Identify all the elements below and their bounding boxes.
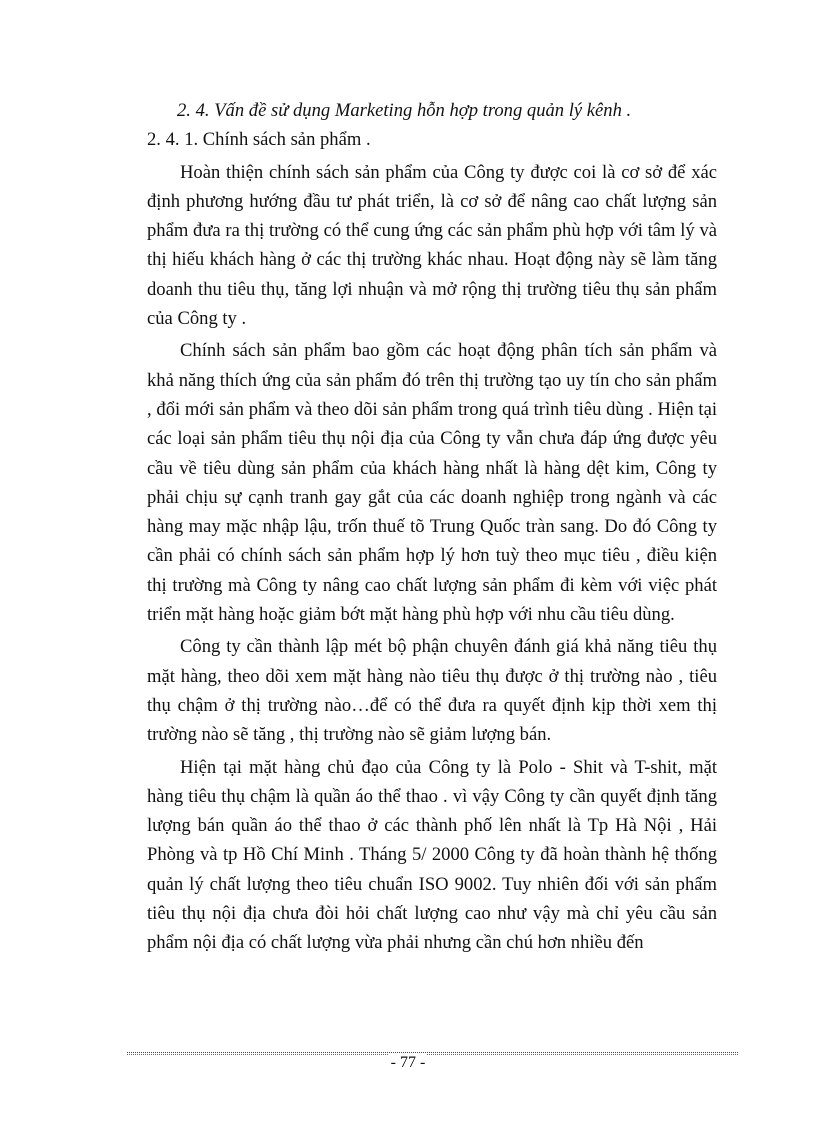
paragraph: Chính sách sản phẩm bao gồm các hoạt động phân tích sản phẩm và khả năng thích ứng của sản phẩm đó trên thị trường tạo uy tín cho sản phẩm , đổi mới sản phẩm và theo dõi sản phẩm trong quá trình tiêu dùng . Hiện tại các loại sản phẩm tiêu thụ nội địa của Công ty vẫn chưa đáp ứng được yêu cầu về tiêu dùng sản phẩm của khách hàng nhất là hàng dệt kim, Công ty phải chịu sự cạnh tranh gay gắt của các doanh nghiệp trong ngành và các hàng may mặc nhập lậu, trốn thuế tõ Trung Quốc tràn sang. Do đó Công ty cần phải có chính sách sản phẩm hợp lý hơn tuỳ theo mục tiêu , điều kiện thị trường mà Công ty nâng cao chất lượng sản phẩm đi kèm với việc phát triển mặt hàng hoặc giảm bớt mặt hàng phù hợp với nhu cầu tiêu dùng. <box>147 340 717 626</box>
paragraph: Hoàn thiện chính sách sản phẩm của Công ty được coi là cơ sở để xác định phương hướng đầu tư phát triển, là cơ sở để nâng cao chất lượng sản phẩm đưa ra thị trường có thể cung ứng các sản phẩm phù hợp với tâm lý và thị hiếu khách hàng ở các thị trường khác nhau. Hoạt động này sẽ làm tăng doanh thu tiêu thụ, tăng lợi nhuận và mở rộng thị trường tiêu thụ sản phẩm của Công ty . <box>147 161 717 330</box>
paragraph: Công ty cần thành lập mét bộ phận chuyên đánh giá khả năng tiêu thụ mặt hàng, theo dõi xem mặt hàng nào tiêu thụ được ở thị trường nào , tiêu thụ chậm ở thị trường nào…để có thể đưa ra quyết định kịp thời xem thị trường nào sẽ tăng , thị trường nào sẽ giảm lượng bán. <box>147 636 717 746</box>
paragraph: Hiện tại mặt hàng chủ đạo của Công ty là Polo - Shit và T-shit, mặt hàng tiêu thụ chậm là quần áo thể thao . vì vậy Công ty cần quyết định tăng lượng bán quần áo thể thao ở các thành phố lên nhất là Tp Hà Nội , Hải Phòng và tp Hồ Chí Minh . Tháng 5/ 2000 Công ty đã hoàn thành hệ thống quản lý chất lượng theo tiêu chuẩn ISO 9002. Tuy nhiên đối với sản phẩm tiêu thụ nội địa chưa đòi hỏi chất lượng cao như vậy mà chỉ yêu cầu sản phẩm nội địa có chất lượng vừa phải nhưng cần chú hơn nhiều đến <box>147 756 717 954</box>
body-text <box>147 96 717 958</box>
page-number-container <box>0 1053 816 1073</box>
subsection-heading: 2. 4. 1. Chính sách sản phẩm . <box>147 129 371 151</box>
page-number: - 77 - <box>390 1054 426 1071</box>
section-heading: 2. 4. Vấn đề sử dụng Marketing hỗn hợp trong quản lý kênh . <box>177 100 632 121</box>
